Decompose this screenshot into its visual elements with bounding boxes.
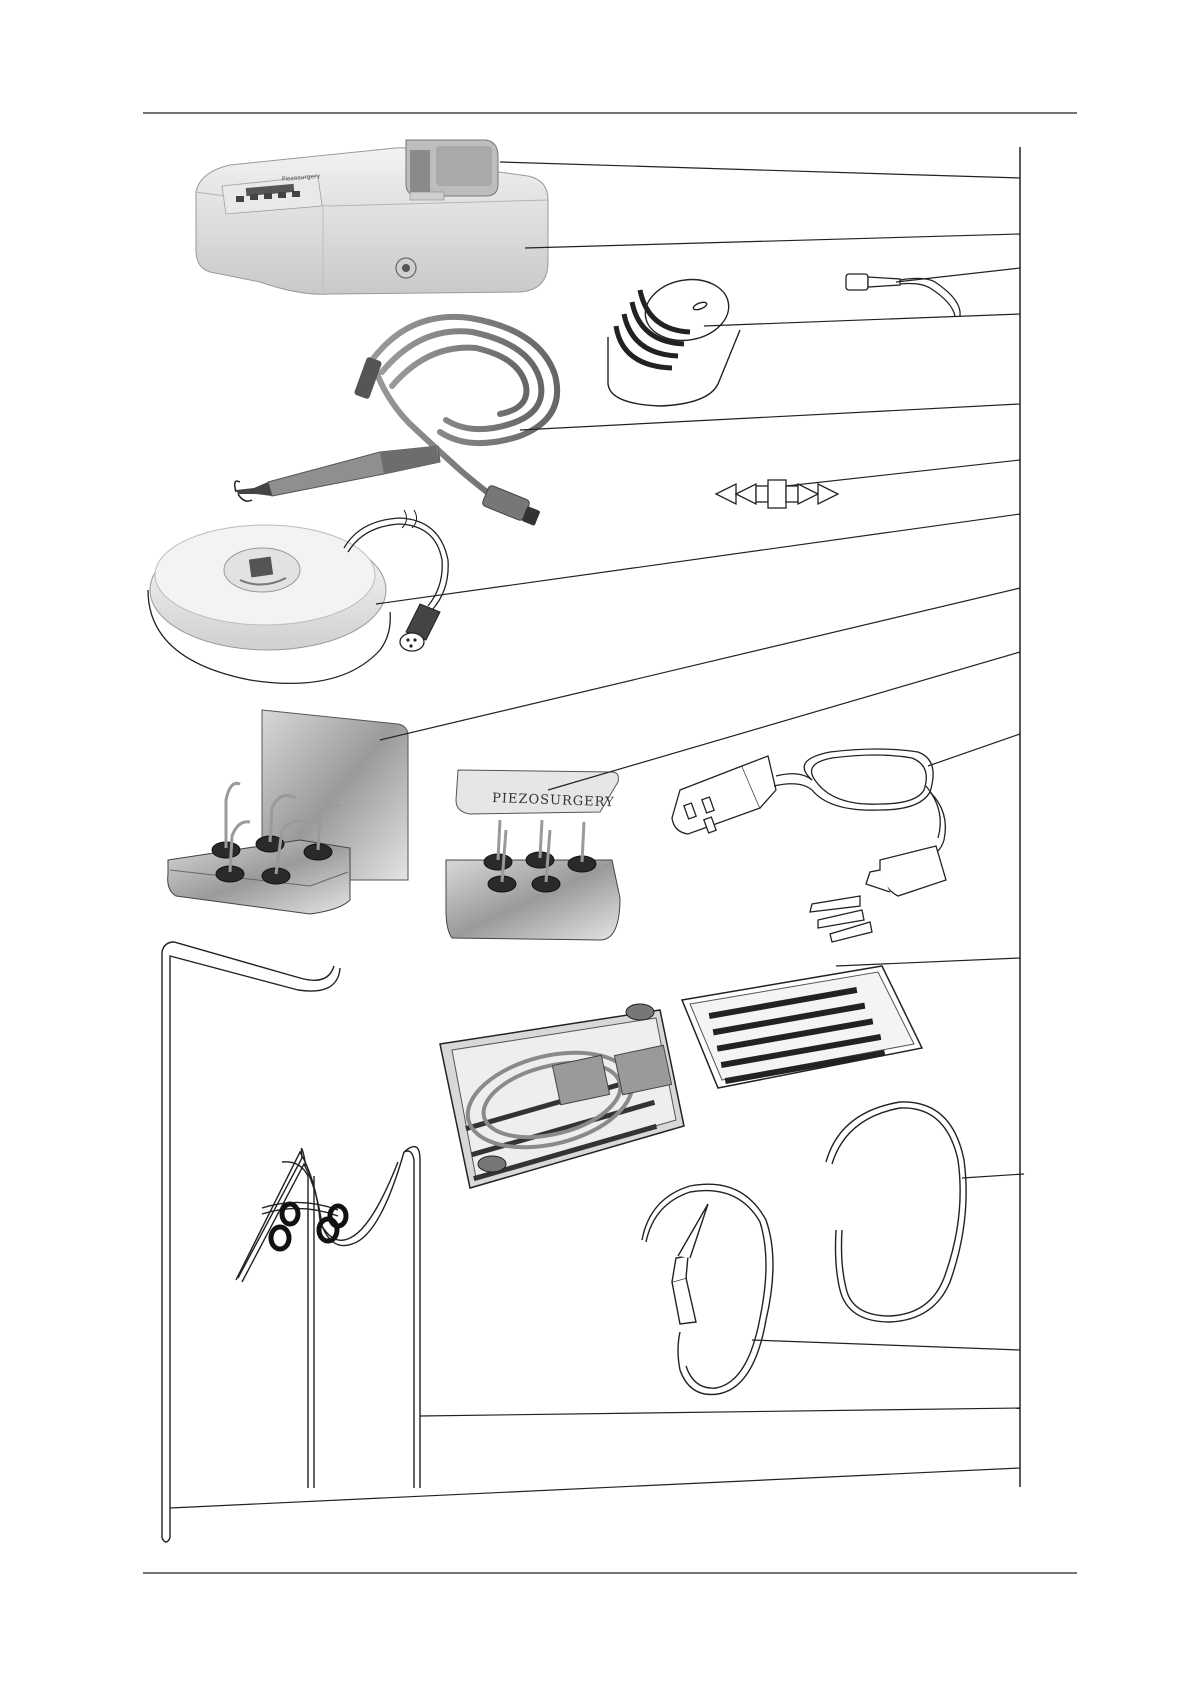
irrigation-tube-spike [642,1184,773,1394]
piezosurgery-unit [196,140,548,294]
support-rod-double [236,1147,420,1488]
power-cable [672,749,946,942]
insert-tray-small [446,770,620,940]
insert-tray-large [168,710,408,914]
pump-roller-icon [608,273,740,406]
foot-pedal [148,510,448,683]
unit-display-label: Piezosurgery [281,172,321,183]
tray-brand-label: PIEZOSURGERY [491,791,615,811]
tube-connector-icon [716,480,838,508]
sterilization-case [440,966,922,1188]
surgical-insert-icon [846,274,960,316]
irrigation-tube-loop [826,1102,966,1322]
peristaltic-pump-head [406,140,498,200]
handpiece-with-cable [235,317,557,526]
